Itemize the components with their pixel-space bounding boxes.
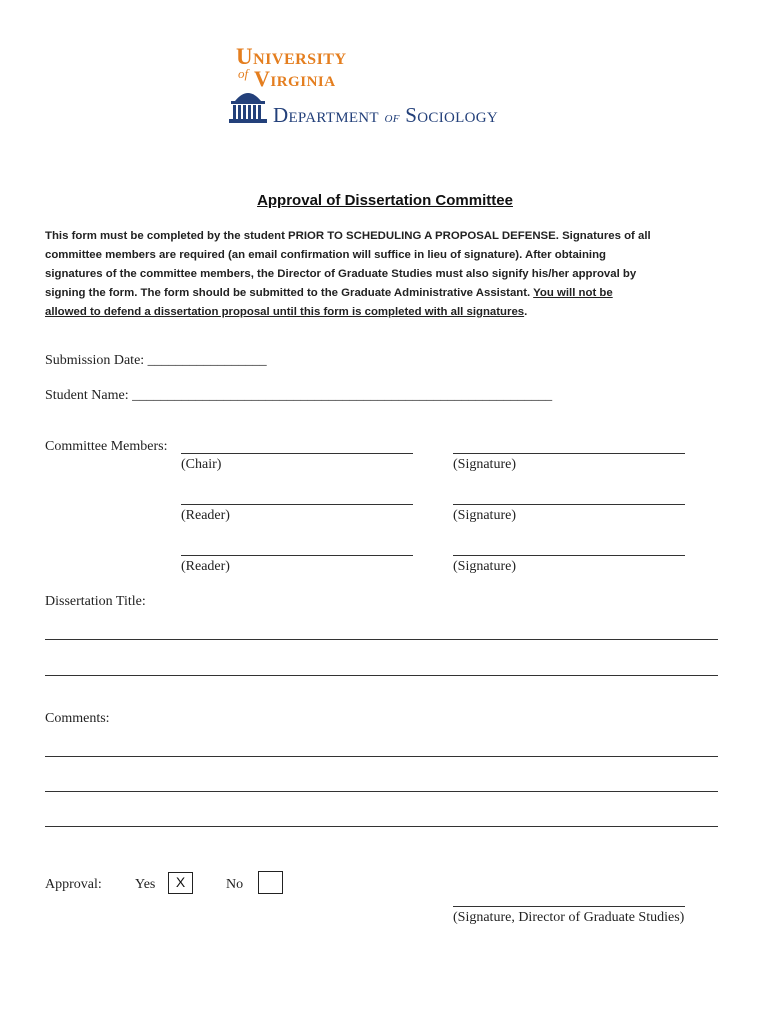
comments-line[interactable] (45, 756, 718, 757)
chair-role-label: (Chair) (181, 457, 222, 472)
chair-name-line[interactable] (181, 453, 413, 454)
reader-2-signature-line[interactable] (453, 555, 685, 556)
comments-label: Comments: (45, 711, 110, 726)
instruction-line: signatures of the committee members, the Director of Graduate Studies must also signify his/her approval by (45, 268, 637, 280)
director-signature-line[interactable] (453, 906, 685, 907)
instruction-line: signing the form. The form should be submitted to the Graduate Administrative Assistant. You will not be (45, 287, 613, 299)
approval-label: Approval: (45, 877, 102, 892)
rotunda-icon (227, 83, 269, 125)
director-signature-label: (Signature, Director of Graduate Studies) (453, 910, 685, 925)
chair-signature-label: (Signature) (453, 457, 516, 472)
yes-checkbox[interactable]: X (168, 872, 193, 894)
dissertation-title-label: Dissertation Title: (45, 594, 146, 609)
reader-2-name-line[interactable] (181, 555, 413, 556)
logo-university-text: University (236, 44, 347, 69)
logo-of-text: of (238, 66, 249, 81)
reader-1-signature-line[interactable] (453, 504, 685, 505)
reader-1-name-line[interactable] (181, 504, 413, 505)
submission-date-line[interactable]: _________________ (147, 353, 267, 368)
dissertation-title-line[interactable] (45, 639, 718, 640)
submission-date-label: Submission Date: (45, 353, 145, 368)
submission-date-field[interactable] (45, 353, 267, 369)
logo-virginia-text: Virginia (254, 66, 336, 91)
dissertation-title-line[interactable] (45, 675, 718, 676)
instruction-warning: You will not be (533, 287, 613, 299)
comments-line[interactable] (45, 791, 718, 792)
instruction-warning: allowed to defend a dissertation proposal until this form is completed with all signatures (45, 306, 525, 318)
instruction-line: committee members are required (an email confirmation will suffice in lieu of signature). After obtaining (45, 249, 606, 261)
reader-1-role-label: (Reader) (181, 508, 230, 523)
yes-label: Yes (135, 877, 156, 892)
reader-1-signature-label: (Signature) (453, 508, 516, 523)
comments-line[interactable] (45, 826, 718, 827)
reader-2-role-label: (Reader) (181, 559, 230, 574)
no-label: No (226, 877, 244, 892)
no-checkbox[interactable] (258, 871, 283, 894)
form-instructions (45, 227, 715, 322)
instruction-line: This form must be completed by the student PRIOR TO SCHEDULING A PROPOSAL DEFENSE. Signatures of all (45, 230, 651, 242)
form-title: Approval of Dissertation Committee (257, 192, 513, 209)
student-name-line[interactable]: ____________________________________________________________ (132, 388, 553, 403)
chair-signature-line[interactable] (453, 453, 685, 454)
logo-department-text: Department of Sociology (273, 103, 498, 127)
student-name-label: Student Name: (45, 388, 129, 403)
reader-2-signature-label: (Signature) (453, 559, 516, 574)
committee-members-label: Committee Members: (45, 439, 168, 454)
student-name-field[interactable] (45, 388, 552, 404)
instruction-line: allowed to defend a dissertation proposal until this form is completed with all signatures. (45, 306, 528, 318)
